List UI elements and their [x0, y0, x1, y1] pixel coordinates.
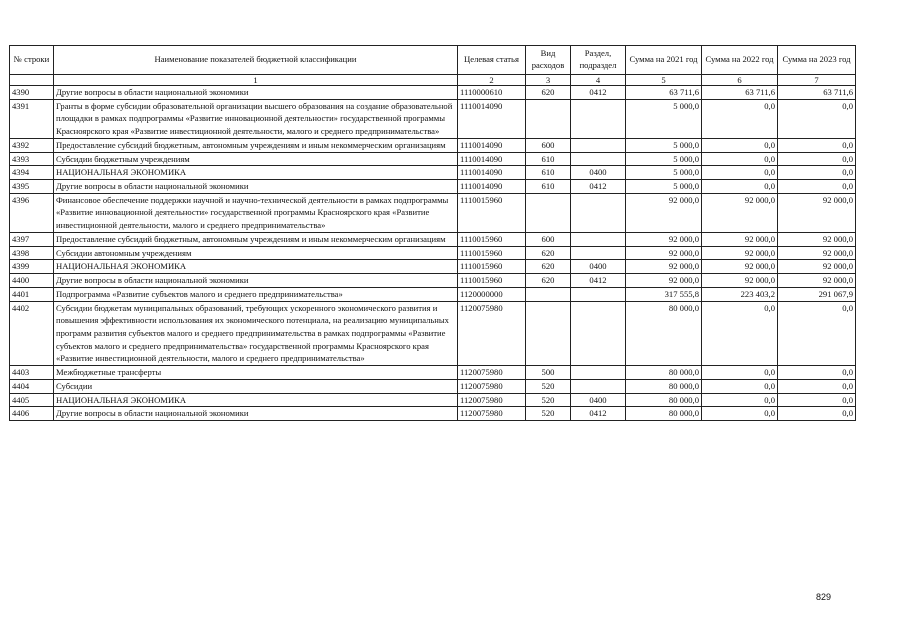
row-target-code: 1110014090: [458, 138, 526, 152]
row-name: Предоставление субсидий бюджетным, автономным учреждениям и иным некоммерческим организациям: [54, 138, 458, 152]
row-target-code: 1110014090: [458, 166, 526, 180]
row-expense-type: 610: [526, 166, 571, 180]
table-row: [10, 152, 856, 166]
table-row: [10, 232, 856, 246]
row-sum-2022: 92 000,0: [702, 232, 778, 246]
row-section: 0400: [571, 393, 626, 407]
row-target-code: 1110015960: [458, 274, 526, 288]
row-sum-2022: 0,0: [702, 99, 778, 138]
row-section: [571, 301, 626, 366]
row-section: [571, 366, 626, 380]
row-sum-2021: 92 000,0: [626, 246, 702, 260]
row-sum-2022: 92 000,0: [702, 274, 778, 288]
row-number: 4406: [10, 407, 54, 421]
row-sum-2021: 5 000,0: [626, 180, 702, 194]
row-sum-2021: 80 000,0: [626, 393, 702, 407]
row-number: 4392: [10, 138, 54, 152]
row-number: 4398: [10, 246, 54, 260]
row-sum-2021: 5 000,0: [626, 166, 702, 180]
table-row: [10, 166, 856, 180]
row-expense-type: 600: [526, 232, 571, 246]
row-sum-2022: 92 000,0: [702, 260, 778, 274]
row-name: Субсидии автономным учреждениям: [54, 246, 458, 260]
row-sum-2021: 92 000,0: [626, 232, 702, 246]
row-name: Другие вопросы в области национальной экономики: [54, 180, 458, 194]
row-sum-2023: 0,0: [778, 301, 856, 366]
row-sum-2022: 0,0: [702, 180, 778, 194]
row-sum-2023: 0,0: [778, 99, 856, 138]
table-row: [10, 287, 856, 301]
row-target-code: 1110014090: [458, 152, 526, 166]
row-sum-2021: 92 000,0: [626, 193, 702, 232]
row-name: НАЦИОНАЛЬНАЯ ЭКОНОМИКА: [54, 260, 458, 274]
row-number: 4400: [10, 274, 54, 288]
row-number: 4394: [10, 166, 54, 180]
header-sum-2021: Сумма на 2021 год: [626, 46, 702, 75]
row-section: [571, 152, 626, 166]
row-sum-2022: 0,0: [702, 407, 778, 421]
row-section: 0412: [571, 407, 626, 421]
row-section: 0412: [571, 180, 626, 194]
row-number: 4390: [10, 86, 54, 100]
table-row: [10, 407, 856, 421]
row-sum-2023: 0,0: [778, 407, 856, 421]
column-index: 2: [458, 75, 526, 86]
row-name: НАЦИОНАЛЬНАЯ ЭКОНОМИКА: [54, 393, 458, 407]
row-expense-type: 610: [526, 152, 571, 166]
row-sum-2023: 92 000,0: [778, 274, 856, 288]
row-target-code: 1120075980: [458, 301, 526, 366]
row-sum-2023: 291 067,9: [778, 287, 856, 301]
row-sum-2021: 5 000,0: [626, 138, 702, 152]
header-name: Наименование показателей бюджетной классификации: [54, 46, 458, 75]
row-expense-type: 600: [526, 138, 571, 152]
row-number: 4404: [10, 379, 54, 393]
table-row: [10, 246, 856, 260]
row-sum-2021: 80 000,0: [626, 301, 702, 366]
row-section: [571, 99, 626, 138]
row-name: Гранты в форме субсидии образовательной организации высшего образования на создание образовательной площадки в рамках подпрограммы «Развитие инновационной деятельности» государственной программы Красноярского края «Развитие инвестиционной деятельности, малого и среднего предпринимательства»: [54, 99, 458, 138]
row-section: [571, 138, 626, 152]
row-sum-2023: 63 711,6: [778, 86, 856, 100]
row-sum-2022: 0,0: [702, 152, 778, 166]
row-section: [571, 287, 626, 301]
row-expense-type: 520: [526, 407, 571, 421]
row-name: Финансовое обеспечение поддержки научной и научно-технической деятельности в рамках подпрограммы «Развитие инновационной деятельности» государственной программы Красноярского края «Развитие инвестиционной деятельности, малого и среднего предпринимательства»: [54, 193, 458, 232]
row-sum-2023: 0,0: [778, 152, 856, 166]
table-row: [10, 86, 856, 100]
row-sum-2021: 63 711,6: [626, 86, 702, 100]
row-sum-2021: 5 000,0: [626, 99, 702, 138]
row-section: 0400: [571, 166, 626, 180]
row-sum-2022: 0,0: [702, 379, 778, 393]
row-sum-2022: 0,0: [702, 366, 778, 380]
row-sum-2021: 80 000,0: [626, 379, 702, 393]
row-section: [571, 246, 626, 260]
row-sum-2021: 5 000,0: [626, 152, 702, 166]
row-name: НАЦИОНАЛЬНАЯ ЭКОНОМИКА: [54, 166, 458, 180]
table-row: [10, 138, 856, 152]
table-row: [10, 193, 856, 232]
row-number: 4393: [10, 152, 54, 166]
row-name: Другие вопросы в области национальной экономики: [54, 274, 458, 288]
table-row: [10, 366, 856, 380]
table-row: [10, 393, 856, 407]
column-index: [10, 75, 54, 86]
row-expense-type: [526, 193, 571, 232]
row-section: 0412: [571, 86, 626, 100]
table-row: [10, 379, 856, 393]
row-target-code: 1120075980: [458, 366, 526, 380]
row-sum-2021: 92 000,0: [626, 274, 702, 288]
table-row: [10, 99, 856, 138]
table-row: [10, 301, 856, 366]
row-sum-2022: 0,0: [702, 166, 778, 180]
row-name: Другие вопросы в области национальной экономики: [54, 407, 458, 421]
row-expense-type: 610: [526, 180, 571, 194]
row-target-code: 1110015960: [458, 260, 526, 274]
column-index: 6: [702, 75, 778, 86]
header-row-no: № строки: [10, 46, 54, 75]
row-sum-2023: 92 000,0: [778, 260, 856, 274]
row-expense-type: [526, 99, 571, 138]
row-name: Субсидии бюджетам муниципальных образований, требующих ускоренного экономического развития и повышения эффективности использования их экономического потенциала, на реализацию муниципальных программ развития субъектов малого и среднего предпринимательства в рамках подпрограммы «Развитие субъектов малого и среднего предпринимательства» государственной программы Красноярского края «Развитие инвестиционной деятельности, малого и среднего предпринимательства»: [54, 301, 458, 366]
row-number: 4399: [10, 260, 54, 274]
row-sum-2021: 80 000,0: [626, 366, 702, 380]
row-sum-2022: 63 711,6: [702, 86, 778, 100]
row-expense-type: [526, 301, 571, 366]
column-index-row: [10, 75, 856, 86]
table-row: [10, 274, 856, 288]
row-expense-type: 620: [526, 246, 571, 260]
row-target-code: 1120075980: [458, 393, 526, 407]
page-number: 829: [816, 592, 832, 602]
row-name: Субсидии: [54, 379, 458, 393]
row-section: 0400: [571, 260, 626, 274]
column-index: 3: [526, 75, 571, 86]
row-sum-2021: 317 555,8: [626, 287, 702, 301]
row-sum-2023: 0,0: [778, 180, 856, 194]
row-expense-type: 620: [526, 274, 571, 288]
row-number: 4391: [10, 99, 54, 138]
column-index: 7: [778, 75, 856, 86]
row-section: [571, 193, 626, 232]
row-expense-type: [526, 287, 571, 301]
row-section: [571, 379, 626, 393]
header-sum-2022: Сумма на 2022 год: [702, 46, 778, 75]
table-row: [10, 180, 856, 194]
row-sum-2023: 0,0: [778, 366, 856, 380]
row-target-code: 1110015960: [458, 193, 526, 232]
row-target-code: 1110015960: [458, 232, 526, 246]
row-number: 4395: [10, 180, 54, 194]
row-sum-2021: 80 000,0: [626, 407, 702, 421]
row-name: Другие вопросы в области национальной экономики: [54, 86, 458, 100]
column-index: 4: [571, 75, 626, 86]
table-header-row: [10, 46, 856, 75]
row-sum-2023: 0,0: [778, 393, 856, 407]
row-sum-2022: 0,0: [702, 138, 778, 152]
row-sum-2021: 92 000,0: [626, 260, 702, 274]
row-sum-2023: 92 000,0: [778, 232, 856, 246]
row-number: 4403: [10, 366, 54, 380]
row-sum-2022: 0,0: [702, 301, 778, 366]
row-number: 4396: [10, 193, 54, 232]
row-section: 0412: [571, 274, 626, 288]
row-expense-type: 520: [526, 379, 571, 393]
table-row: [10, 260, 856, 274]
row-expense-type: 620: [526, 86, 571, 100]
row-sum-2023: 0,0: [778, 379, 856, 393]
row-section: [571, 232, 626, 246]
row-sum-2022: 0,0: [702, 393, 778, 407]
row-target-code: 1120075980: [458, 407, 526, 421]
row-expense-type: 520: [526, 393, 571, 407]
row-expense-type: 620: [526, 260, 571, 274]
row-sum-2023: 92 000,0: [778, 193, 856, 232]
row-number: 4405: [10, 393, 54, 407]
row-number: 4397: [10, 232, 54, 246]
row-number: 4402: [10, 301, 54, 366]
row-sum-2022: 92 000,0: [702, 193, 778, 232]
row-target-code: 1120075980: [458, 379, 526, 393]
row-target-code: 1120000000: [458, 287, 526, 301]
row-sum-2023: 0,0: [778, 166, 856, 180]
header-exp-type: Вид расходов: [526, 46, 571, 75]
row-number: 4401: [10, 287, 54, 301]
row-target-code: 1110014090: [458, 99, 526, 138]
header-section: Раздел, подраздел: [571, 46, 626, 75]
row-sum-2023: 0,0: [778, 138, 856, 152]
row-name: Субсидии бюджетным учреждениям: [54, 152, 458, 166]
row-target-code: 1110000610: [458, 86, 526, 100]
row-sum-2022: 92 000,0: [702, 246, 778, 260]
row-target-code: 1110015960: [458, 246, 526, 260]
budget-table: [9, 45, 856, 421]
row-name: Предоставление субсидий бюджетным, автономным учреждениям и иным некоммерческим организациям: [54, 232, 458, 246]
header-target: Целевая статья: [458, 46, 526, 75]
column-index: 5: [626, 75, 702, 86]
column-index: 1: [54, 75, 458, 86]
row-sum-2023: 92 000,0: [778, 246, 856, 260]
row-name: Межбюджетные трансферты: [54, 366, 458, 380]
row-name: Подпрограмма «Развитие субъектов малого и среднего предпринимательства»: [54, 287, 458, 301]
row-target-code: 1110014090: [458, 180, 526, 194]
header-sum-2023: Сумма на 2023 год: [778, 46, 856, 75]
row-expense-type: 500: [526, 366, 571, 380]
row-sum-2022: 223 403,2: [702, 287, 778, 301]
